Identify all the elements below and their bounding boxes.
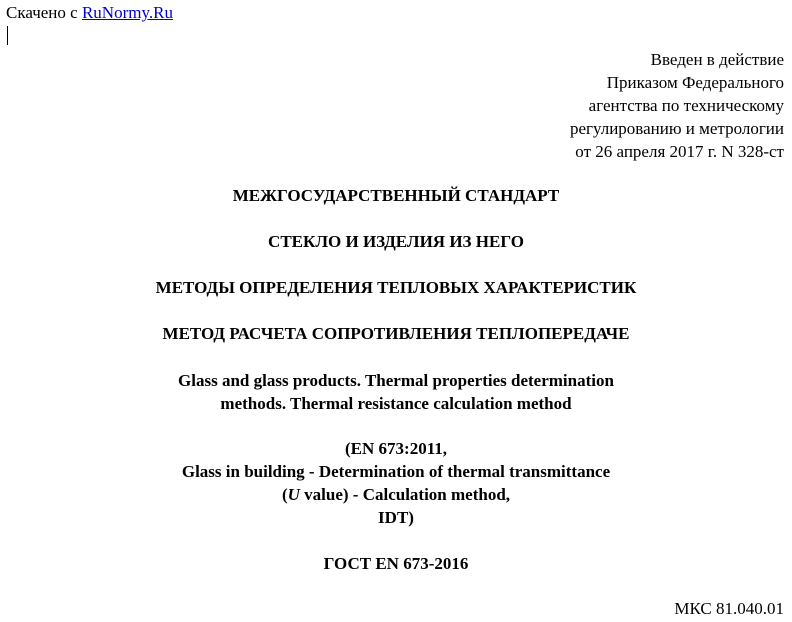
subject-heading: СТЕКЛО И ИЗДЕЛИЯ ИЗ НЕГО bbox=[268, 232, 524, 251]
enactment-line: агентства по техническому bbox=[588, 96, 784, 115]
text-cursor bbox=[7, 26, 8, 45]
methods-heading: МЕТОДЫ ОПРЕДЕЛЕНИЯ ТЕПЛОВЫХ ХАРАКТЕРИСТИК bbox=[155, 278, 637, 297]
source-prefix: Скачено с bbox=[6, 3, 82, 22]
en-reference-line-4: IDT) bbox=[378, 508, 414, 527]
enactment-block bbox=[570, 48, 784, 163]
value-method-text: value) - Calculation method, bbox=[299, 485, 511, 504]
enactment-line: регулированию и метрологии bbox=[569, 119, 784, 138]
source-link[interactable]: RuNormy.Ru bbox=[81, 3, 173, 22]
source-line bbox=[6, 3, 173, 23]
standard-type-heading: МЕЖГОСУДАРСТВЕННЫЙ СТАНДАРТ bbox=[232, 186, 560, 205]
gost-number: ГОСТ EN 673-2016 bbox=[323, 554, 469, 573]
enactment-line: от 26 апреля 2017 г. N 328-ст bbox=[575, 142, 784, 161]
enactment-line: Введен в действие bbox=[650, 50, 784, 69]
english-title-line-2: methods. Thermal resistance calculation method bbox=[220, 394, 572, 413]
en-reference-line-2: Glass in building - Determination of thermal transmittance bbox=[181, 462, 611, 481]
mks-code: МКС 81.040.01 bbox=[674, 599, 784, 618]
english-title-line-1: Glass and glass products. Thermal properties determination bbox=[178, 371, 614, 390]
enactment-line: Приказом Федерального bbox=[606, 73, 784, 92]
u-symbol: U bbox=[287, 485, 300, 504]
en-reference-line-3 bbox=[0, 483, 792, 506]
en-reference-line-1: (EN 673:2011, bbox=[345, 439, 447, 458]
method-heading: МЕТОД РАСЧЕТА СОПРОТИВЛЕНИЯ ТЕПЛОПЕРЕДАЧЕ bbox=[162, 324, 630, 343]
paren-open: ( bbox=[281, 485, 288, 504]
